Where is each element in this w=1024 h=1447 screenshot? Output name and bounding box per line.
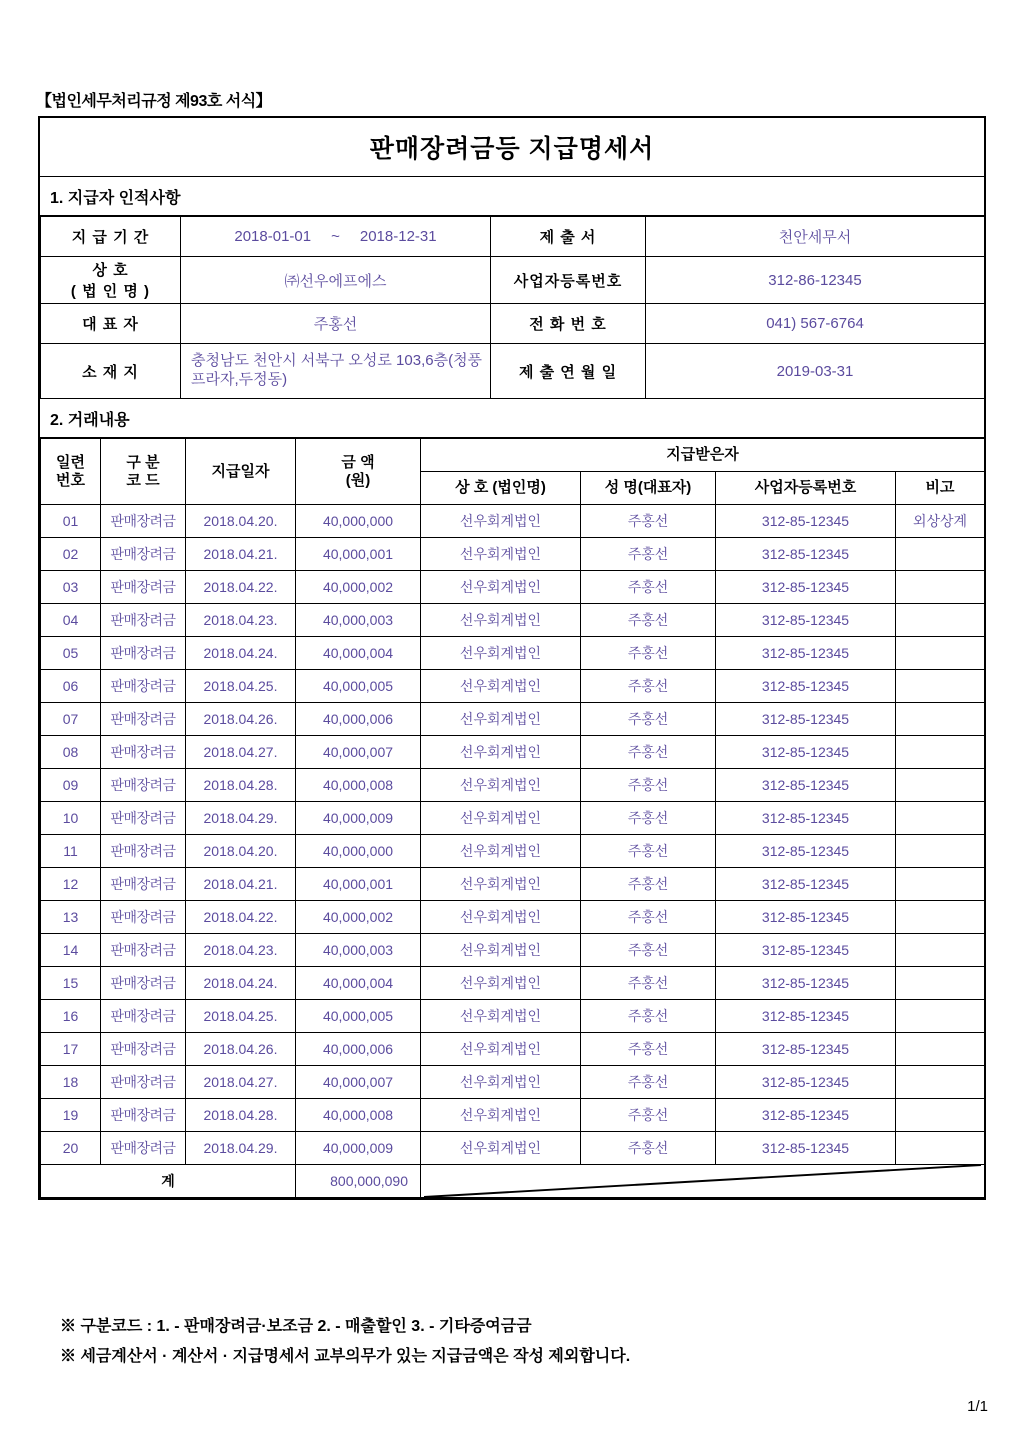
cell-amount: 40,000,002 xyxy=(296,571,421,604)
cell-note xyxy=(896,703,985,736)
cell-pay-date: 2018.04.26. xyxy=(186,703,296,736)
cell-pay-date: 2018.04.20. xyxy=(186,835,296,868)
cell-receiver-name: 주홍선 xyxy=(581,703,716,736)
cell-pay-date: 2018.04.20. xyxy=(186,505,296,538)
table-row xyxy=(41,901,985,934)
cell-seq: 07 xyxy=(41,703,101,736)
cell-code: 판매장려금 xyxy=(101,604,186,637)
cell-code: 판매장려금 xyxy=(101,637,186,670)
col-header-receiver-company: 상 호 (법인명) xyxy=(421,472,581,505)
cell-receiver-company: 선우회계법인 xyxy=(421,802,581,835)
table-row xyxy=(41,670,985,703)
cell-receiver-name: 주홍선 xyxy=(581,901,716,934)
cell-receiver-company: 선우회계법인 xyxy=(421,1033,581,1066)
footnote-1: ※ 구분코드 : 1. - 판매장려금·보조금 2. - 매출할인 3. - 기타증여금금 xyxy=(60,1318,532,1335)
cell-receiver-biznum: 312-85-12345 xyxy=(716,1132,896,1165)
cell-receiver-biznum: 312-85-12345 xyxy=(716,703,896,736)
cell-pay-date: 2018.04.27. xyxy=(186,1066,296,1099)
section-label-payer: 1. 지급자 인적사항 xyxy=(40,177,984,216)
ceo-value: 주홍선 xyxy=(181,304,491,344)
cell-code: 판매장려금 xyxy=(101,802,186,835)
table-row xyxy=(41,1099,985,1132)
total-label: 계 xyxy=(41,1165,296,1198)
cell-code: 판매장려금 xyxy=(101,1000,186,1033)
period-separator: ~ xyxy=(331,228,340,245)
cell-amount: 40,000,000 xyxy=(296,505,421,538)
cell-receiver-name: 주홍선 xyxy=(581,736,716,769)
cell-receiver-company: 선우회계법인 xyxy=(421,571,581,604)
cell-receiver-name: 주홍선 xyxy=(581,1000,716,1033)
cell-receiver-biznum: 312-85-12345 xyxy=(716,1000,896,1033)
footnote-2: ※ 세금계산서 · 계산서 · 지급명세서 교부의무가 있는 지급금액은 작성 제외합니다. xyxy=(60,1348,631,1366)
cell-note xyxy=(896,868,985,901)
cell-receiver-biznum: 312-85-12345 xyxy=(716,1066,896,1099)
cell-seq: 10 xyxy=(41,802,101,835)
cell-code: 판매장려금 xyxy=(101,1033,186,1066)
cell-amount: 40,000,005 xyxy=(296,670,421,703)
phone-label: 전 화 번 호 xyxy=(491,304,646,344)
cell-note xyxy=(896,835,985,868)
cell-receiver-company: 선우회계법인 xyxy=(421,835,581,868)
submit-date-label: 제 출 연 월 일 xyxy=(491,344,646,399)
cell-receiver-name: 주홍선 xyxy=(581,1066,716,1099)
table-row xyxy=(41,1033,985,1066)
cell-code: 판매장려금 xyxy=(101,703,186,736)
company-name-value: ㈜선우에프에스 xyxy=(181,257,491,304)
cell-amount: 40,000,003 xyxy=(296,934,421,967)
cell-seq: 02 xyxy=(41,538,101,571)
cell-pay-date: 2018.04.28. xyxy=(186,769,296,802)
cell-amount: 40,000,001 xyxy=(296,538,421,571)
cell-pay-date: 2018.04.24. xyxy=(186,637,296,670)
cell-receiver-company: 선우회계법인 xyxy=(421,1000,581,1033)
table-row xyxy=(41,637,985,670)
cell-code: 판매장려금 xyxy=(101,967,186,1000)
table-row xyxy=(41,1066,985,1099)
table-header-row xyxy=(41,439,985,472)
cell-note xyxy=(896,571,985,604)
cell-receiver-name: 주홍선 xyxy=(581,538,716,571)
col-header-note: 비고 xyxy=(896,472,985,505)
cell-receiver-company: 선우회계법인 xyxy=(421,604,581,637)
period-from: 2018-01-01 xyxy=(234,228,312,245)
cell-seq: 09 xyxy=(41,769,101,802)
cell-note xyxy=(896,1132,985,1165)
cell-receiver-biznum: 312-85-12345 xyxy=(716,505,896,538)
cell-amount: 40,000,005 xyxy=(296,1000,421,1033)
cell-receiver-biznum: 312-85-12345 xyxy=(716,769,896,802)
cell-code: 판매장려금 xyxy=(101,571,186,604)
cell-note xyxy=(896,1066,985,1099)
page-title: 판매장려금등 지급명세서 xyxy=(369,135,655,163)
cell-note xyxy=(896,1033,985,1066)
table-row xyxy=(41,802,985,835)
col-header-receiver-group: 지급받은자 xyxy=(421,439,985,472)
cell-receiver-biznum: 312-85-12345 xyxy=(716,538,896,571)
cell-code: 판매장려금 xyxy=(101,1132,186,1165)
cell-receiver-biznum: 312-85-12345 xyxy=(716,802,896,835)
col-header-amount: 금 액 (원) xyxy=(296,439,421,505)
cell-receiver-name: 주홍선 xyxy=(581,934,716,967)
table-row xyxy=(41,769,985,802)
table-row xyxy=(41,257,985,304)
cell-amount: 40,000,003 xyxy=(296,604,421,637)
cell-receiver-company: 선우회계법인 xyxy=(421,538,581,571)
cell-pay-date: 2018.04.29. xyxy=(186,802,296,835)
cell-receiver-company: 선우회계법인 xyxy=(421,1132,581,1165)
cell-receiver-company: 선우회계법인 xyxy=(421,1066,581,1099)
table-row xyxy=(41,868,985,901)
cell-note xyxy=(896,769,985,802)
cell-code: 판매장려금 xyxy=(101,769,186,802)
cell-note xyxy=(896,670,985,703)
cell-amount: 40,000,004 xyxy=(296,637,421,670)
cell-seq: 03 xyxy=(41,571,101,604)
cell-receiver-company: 선우회계법인 xyxy=(421,769,581,802)
cell-code: 판매장려금 xyxy=(101,538,186,571)
cell-code: 판매장려금 xyxy=(101,670,186,703)
cell-receiver-name: 주홍선 xyxy=(581,604,716,637)
cell-code: 판매장려금 xyxy=(101,736,186,769)
address-value: 충청남도 천안시 서북구 오성로 103,6층(청풍프라자,두정동) xyxy=(181,344,491,399)
cell-code: 판매장려금 xyxy=(101,835,186,868)
cell-pay-date: 2018.04.23. xyxy=(186,604,296,637)
period-label: 지 급 기 간 xyxy=(41,217,181,257)
cell-receiver-biznum: 312-85-12345 xyxy=(716,637,896,670)
cell-amount: 40,000,007 xyxy=(296,736,421,769)
cell-receiver-company: 선우회계법인 xyxy=(421,736,581,769)
cell-amount: 40,000,000 xyxy=(296,835,421,868)
cell-seq: 15 xyxy=(41,967,101,1000)
table-row xyxy=(41,604,985,637)
period-value xyxy=(181,217,491,257)
cell-pay-date: 2018.04.29. xyxy=(186,1132,296,1165)
cell-amount: 40,000,007 xyxy=(296,1066,421,1099)
cell-code: 판매장려금 xyxy=(101,1066,186,1099)
cell-receiver-company: 선우회계법인 xyxy=(421,637,581,670)
table-row xyxy=(41,505,985,538)
period-to: 2018-12-31 xyxy=(359,228,437,245)
cell-code: 판매장려금 xyxy=(101,901,186,934)
cell-pay-date: 2018.04.27. xyxy=(186,736,296,769)
col-header-receiver-name: 성 명(대표자) xyxy=(581,472,716,505)
table-row xyxy=(41,1000,985,1033)
cell-seq: 01 xyxy=(41,505,101,538)
cell-seq: 16 xyxy=(41,1000,101,1033)
cell-receiver-name: 주홍선 xyxy=(581,967,716,1000)
cell-receiver-name: 주홍선 xyxy=(581,505,716,538)
company-name-label-line1: 상 호 xyxy=(92,262,129,279)
cell-seq: 17 xyxy=(41,1033,101,1066)
table-row xyxy=(41,835,985,868)
cell-amount: 40,000,008 xyxy=(296,769,421,802)
document-title-bar xyxy=(40,118,984,177)
cell-receiver-company: 선우회계법인 xyxy=(421,868,581,901)
cell-amount: 40,000,009 xyxy=(296,802,421,835)
cell-receiver-biznum: 312-85-12345 xyxy=(716,1099,896,1132)
cell-note xyxy=(896,1099,985,1132)
cell-seq: 13 xyxy=(41,901,101,934)
page-number: 1/1 xyxy=(967,1398,988,1415)
table-row xyxy=(41,217,985,257)
table-row xyxy=(41,934,985,967)
cell-pay-date: 2018.04.25. xyxy=(186,670,296,703)
cell-receiver-biznum: 312-85-12345 xyxy=(716,736,896,769)
cell-receiver-biznum: 312-85-12345 xyxy=(716,901,896,934)
cell-seq: 06 xyxy=(41,670,101,703)
tax-office-label: 제 출 서 xyxy=(491,217,646,257)
cell-amount: 40,000,006 xyxy=(296,703,421,736)
cell-receiver-name: 주홍선 xyxy=(581,637,716,670)
footnotes xyxy=(60,1312,630,1373)
cell-amount: 40,000,006 xyxy=(296,1033,421,1066)
cell-pay-date: 2018.04.22. xyxy=(186,901,296,934)
cell-receiver-biznum: 312-85-12345 xyxy=(716,670,896,703)
cell-code: 판매장려금 xyxy=(101,1099,186,1132)
cell-note xyxy=(896,1000,985,1033)
transactions-table xyxy=(40,438,985,1198)
cell-amount: 40,000,008 xyxy=(296,1099,421,1132)
business-number-value: 312-86-12345 xyxy=(646,257,985,304)
table-row xyxy=(41,344,985,399)
cell-receiver-company: 선우회계법인 xyxy=(421,967,581,1000)
total-amount: 800,000,090 xyxy=(296,1165,421,1198)
cell-note xyxy=(896,637,985,670)
cell-seq: 19 xyxy=(41,1099,101,1132)
document-frame xyxy=(38,116,986,1200)
cell-receiver-biznum: 312-85-12345 xyxy=(716,934,896,967)
cell-note xyxy=(896,802,985,835)
cell-note xyxy=(896,901,985,934)
cell-note xyxy=(896,736,985,769)
company-name-label-line2: ( 법 인 명 ) xyxy=(70,283,151,300)
tax-office-value: 천안세무서 xyxy=(646,217,985,257)
cell-code: 판매장려금 xyxy=(101,934,186,967)
cell-seq: 04 xyxy=(41,604,101,637)
table-row xyxy=(41,736,985,769)
cell-pay-date: 2018.04.22. xyxy=(186,571,296,604)
cell-note xyxy=(896,538,985,571)
cell-receiver-name: 주홍선 xyxy=(581,1132,716,1165)
cell-receiver-name: 주홍선 xyxy=(581,571,716,604)
cell-receiver-biznum: 312-85-12345 xyxy=(716,967,896,1000)
cell-receiver-name: 주홍선 xyxy=(581,835,716,868)
cell-receiver-company: 선우회계법인 xyxy=(421,1099,581,1132)
cell-code: 판매장려금 xyxy=(101,505,186,538)
address-label: 소 재 지 xyxy=(41,344,181,399)
cell-pay-date: 2018.04.24. xyxy=(186,967,296,1000)
company-name-label xyxy=(41,257,181,304)
col-header-pay-date: 지급일자 xyxy=(186,439,296,505)
section-label-transactions: 2. 거래내용 xyxy=(40,399,984,438)
cell-amount: 40,000,004 xyxy=(296,967,421,1000)
cell-pay-date: 2018.04.21. xyxy=(186,538,296,571)
cell-amount: 40,000,009 xyxy=(296,1132,421,1165)
cell-receiver-company: 선우회계법인 xyxy=(421,901,581,934)
cell-seq: 08 xyxy=(41,736,101,769)
cell-note: 외상상계 xyxy=(896,505,985,538)
cell-pay-date: 2018.04.21. xyxy=(186,868,296,901)
cell-receiver-company: 선우회계법인 xyxy=(421,934,581,967)
cell-receiver-name: 주홍선 xyxy=(581,1099,716,1132)
cell-pay-date: 2018.04.28. xyxy=(186,1099,296,1132)
table-row xyxy=(41,967,985,1000)
ceo-label: 대 표 자 xyxy=(41,304,181,344)
cell-seq: 14 xyxy=(41,934,101,967)
table-total-row xyxy=(41,1165,985,1198)
cell-amount: 40,000,001 xyxy=(296,868,421,901)
cell-seq: 05 xyxy=(41,637,101,670)
cell-receiver-company: 선우회계법인 xyxy=(421,703,581,736)
cell-note xyxy=(896,967,985,1000)
cell-receiver-biznum: 312-85-12345 xyxy=(716,868,896,901)
cell-seq: 20 xyxy=(41,1132,101,1165)
cell-receiver-name: 주홍선 xyxy=(581,769,716,802)
cell-receiver-name: 주홍선 xyxy=(581,670,716,703)
cell-seq: 12 xyxy=(41,868,101,901)
table-row xyxy=(41,571,985,604)
cell-note xyxy=(896,934,985,967)
total-empty-cell xyxy=(421,1165,985,1198)
cell-receiver-name: 주홍선 xyxy=(581,802,716,835)
table-row xyxy=(41,703,985,736)
table-row xyxy=(41,538,985,571)
cell-receiver-biznum: 312-85-12345 xyxy=(716,835,896,868)
col-header-seq: 일련 번호 xyxy=(41,439,101,505)
business-number-label: 사업자등록번호 xyxy=(491,257,646,304)
cell-receiver-biznum: 312-85-12345 xyxy=(716,604,896,637)
cell-receiver-company: 선우회계법인 xyxy=(421,670,581,703)
table-row xyxy=(41,304,985,344)
cell-note xyxy=(896,604,985,637)
col-header-code: 구 분 코 드 xyxy=(101,439,186,505)
cell-seq: 18 xyxy=(41,1066,101,1099)
cell-amount: 40,000,002 xyxy=(296,901,421,934)
col-header-receiver-biznum: 사업자등록번호 xyxy=(716,472,896,505)
cell-code: 판매장려금 xyxy=(101,868,186,901)
cell-receiver-biznum: 312-85-12345 xyxy=(716,1033,896,1066)
phone-value: 041) 567-6764 xyxy=(646,304,985,344)
form-code-label: 【법인세무처리규정 제93호 서식】 xyxy=(36,93,272,110)
cell-pay-date: 2018.04.26. xyxy=(186,1033,296,1066)
cell-seq: 11 xyxy=(41,835,101,868)
submit-date-value: 2019-03-31 xyxy=(646,344,985,399)
cell-receiver-name: 주홍선 xyxy=(581,868,716,901)
cell-pay-date: 2018.04.23. xyxy=(186,934,296,967)
payer-info-table xyxy=(40,216,985,399)
cell-pay-date: 2018.04.25. xyxy=(186,1000,296,1033)
cell-receiver-name: 주홍선 xyxy=(581,1033,716,1066)
cell-receiver-company: 선우회계법인 xyxy=(421,505,581,538)
cell-receiver-biznum: 312-85-12345 xyxy=(716,571,896,604)
table-row xyxy=(41,1132,985,1165)
